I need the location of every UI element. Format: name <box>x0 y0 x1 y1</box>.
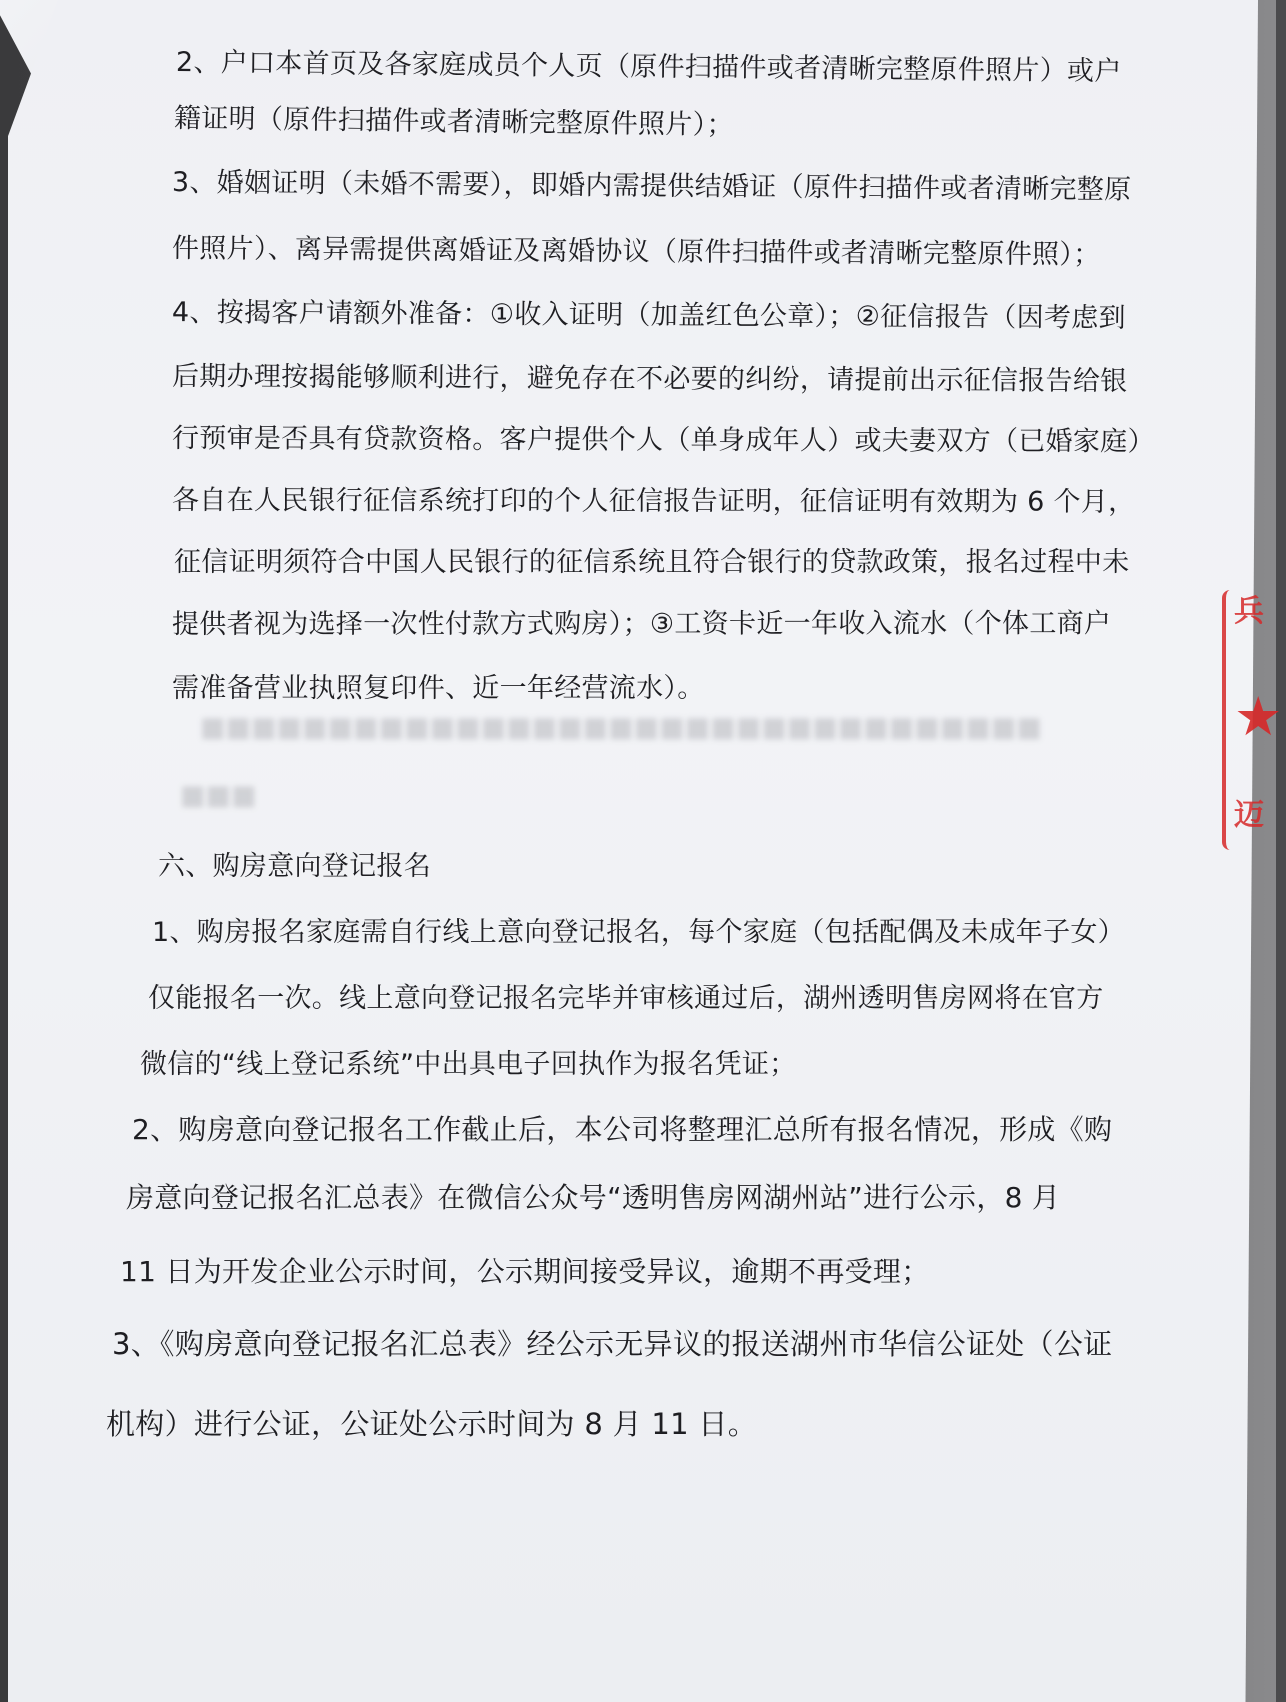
section-line-2: 仅能报名一次。线上意向登记报名完毕并审核通过后，湖州透明售房网将在官方 <box>148 983 1104 1014</box>
section-line-7: 3、《购房意向登记报名汇总表》经公示无异议的报送湖州市华信公证处（公证 <box>112 1327 1113 1361</box>
doc-line-11: 需准备营业执照复印件、近一年经营流水）。 <box>172 673 705 704</box>
section-line-5: 房意向登记报名汇总表》在微信公众号“透明售房网湖州站”进行公示，8 月 <box>126 1181 1061 1214</box>
doc-line-10: 提供者视为选择一次性付款方式购房）；③工资卡近一年收入流水（个体工商户 <box>171 608 1112 640</box>
seal-star-icon: ★ <box>1234 685 1283 748</box>
doc-line-8: 各自在人民银行征信系统打印的个人征信报告证明，征信证明有效期为 6 个月， <box>171 485 1136 518</box>
doc-line-3: 3、婚姻证明（未婚不需要），即婚内需提供结婚证（原件扫描件或者清晰完整原 <box>171 167 1132 206</box>
doc-line-9: 征信证明须符合中国人民银行的征信系统且符合银行的贷款政策，报名过程中未 <box>174 547 1130 578</box>
section-line-3: 微信的“线上登记系统”中出具电子回执作为报名凭证； <box>140 1049 797 1080</box>
doc-line-1: 2、户口本首页及各家庭成员个人页（原件扫描件或者清晰完整原件照片）或户 <box>175 47 1122 88</box>
doc-line-7: 行预审是否具有贷款资格。客户提供个人（单身成年人）或夫妻双方（已婚家庭） <box>171 423 1155 458</box>
red-seal-stamp: 兵 ★ 迈 <box>1222 590 1286 850</box>
section-line-4: 2、购房意向登记报名工作截止后，本公司将整理汇总所有报名情况，形成《购 <box>132 1113 1113 1146</box>
section-heading: 六、购房意向登记报名 <box>158 851 431 882</box>
doc-line-6: 后期办理按揭能够顺利进行，避免存在不必要的纠纷，请提前出示征信报告给银 <box>171 361 1128 398</box>
doc-line-2: 籍证明（原件扫描件或者清晰完整原件照片）； <box>173 103 734 141</box>
section-line-8: 机构）进行公证，公证处公示时间为 8 月 11 日。 <box>106 1407 758 1441</box>
doc-line-5: 4、按揭客户请额外准备：①收入证明（加盖红色公章）；②征信报告（因考虑到 <box>171 297 1126 334</box>
doc-line-4: 件照片）、离异需提供离婚证及离婚协议（原件扫描件或者清晰完整原件照）； <box>171 233 1101 271</box>
section-line-6: 11 日为开发企业公示时间，公示期间接受异议，逾期不再受理； <box>120 1255 930 1288</box>
document-text: ■■■■■■■■■■■■■■■■■■■■■■■■■■■■■■■■■ ■■■ 2、户口本首页及各家庭成员个人页（原件扫描件或者清晰完整原件照片）或户 籍证明（原件扫描件或者清晰完整原件照片）； 3、婚姻证明（未婚不需要），即婚内需提供结婚证（原件扫描件或者清晰完整原 件照片）、离异需提供离婚证及离婚协议（原件扫描件或者清晰完整原件照）； 4、按揭客户请额外准备：①收入证明（加盖红色公章）；②征信报告（因考虑到 后期办理按揭能够顺利进行，避免存在不必要的纠纷，请提前出示征信报告给银 行预审是否具有贷款资格。客户提供个人（单身成年人）或夫妻双方（已婚家庭） 各自在人民银行征信系统打印的个人征信报告证明，征信证明有效期为 6 个月， 征信证明须符合中国人民银行的征信系统且符合银行的贷款政策，报名过程中未 提供者视为选择一次性付款方式购房）；③工资卡近一年收入流水（个体工商户 需准备营业执照复印件、近一年经营流水）。 六、购房意向登记报名 1、购房报名家庭需自行线上意向登记报名，每个家庭（包括配偶及未成年子女） 仅能报名一次。线上意向登记报名完毕并审核通过后，湖州透明售房网将在官方 微信的“线上登记系统”中出具电子回执作为报名凭证； 2、购房意向登记报名工作截止后，本公司将整理汇总所有报名情况，形成《购 房意向登记报名汇总表》在微信公众号“透明售房网湖州站”进行公示，8 月 11 日为开发企业公示时间，公示期间接受异议，逾期不再受理； 3、《购房意向登记报名汇总表》经公示无异议的报送湖州市华信公证处（公证 机构）进行公证，公证处公示时间为 8 月 11 日。 <box>0 0 1276 1702</box>
section-line-1: 1、购房报名家庭需自行线上意向登记报名，每个家庭（包括配偶及未成年子女） <box>152 917 1125 948</box>
